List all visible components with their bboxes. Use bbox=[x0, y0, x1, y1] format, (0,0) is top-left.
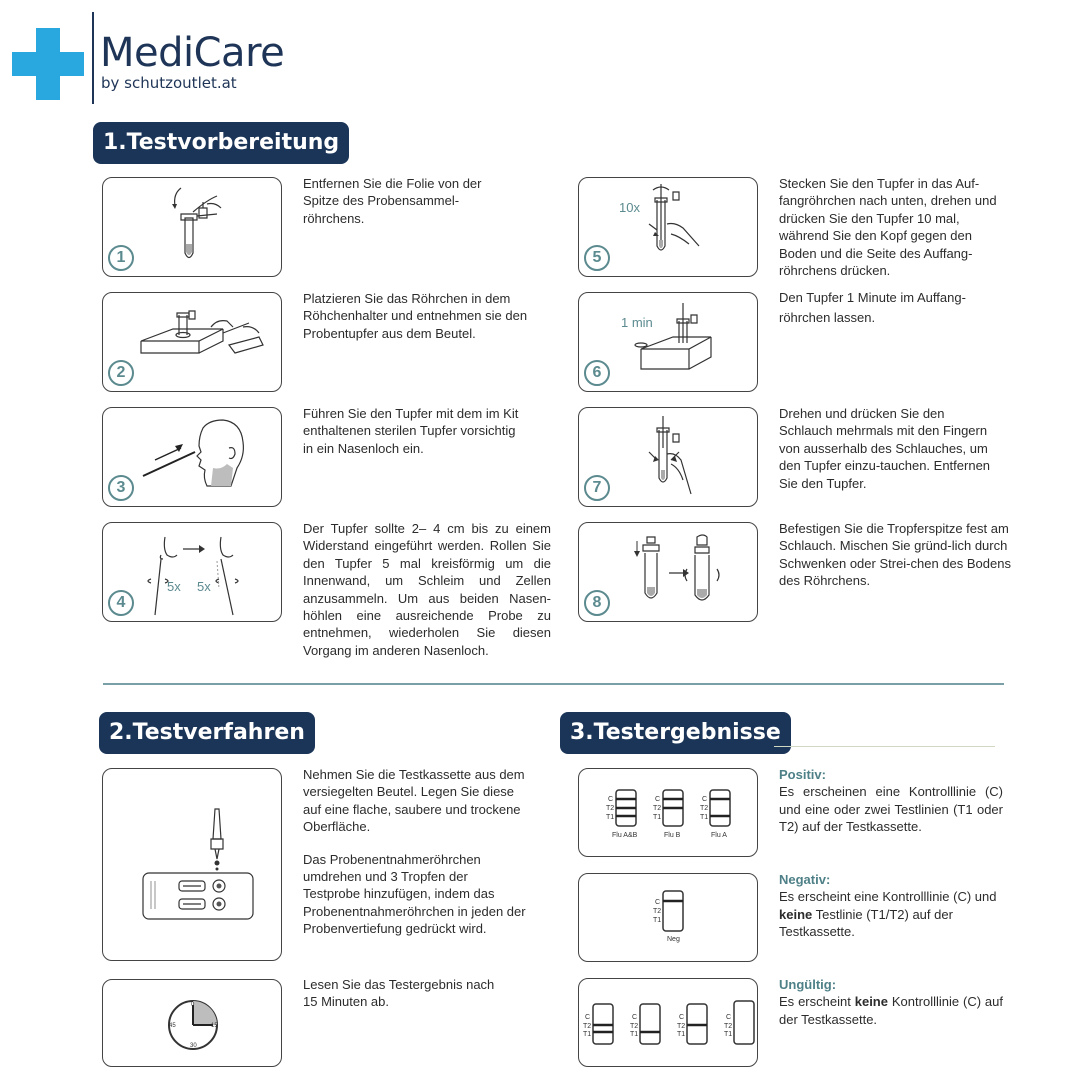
line-label-t2: T2 bbox=[700, 805, 709, 812]
step-number: 4 bbox=[108, 590, 134, 616]
line-label-c: C bbox=[655, 899, 661, 906]
logo-divider bbox=[92, 12, 94, 104]
rotation-count-right: 5x bbox=[197, 579, 211, 594]
title-underline bbox=[774, 746, 995, 747]
positive-label: Positiv: bbox=[779, 767, 826, 782]
invalid-result bbox=[779, 976, 1003, 1028]
section-title-results: 3.Testergebnisse bbox=[560, 712, 791, 754]
step-number: 8 bbox=[584, 590, 610, 616]
cassette-label-flu-b: Flu B bbox=[664, 832, 681, 839]
logo-subtitle: by schutzoutlet.at bbox=[101, 74, 237, 92]
step-1-illustration bbox=[102, 177, 282, 277]
wait-time-label: 1 min bbox=[621, 315, 653, 330]
step-number: 3 bbox=[108, 475, 134, 501]
line-label-t1: T1 bbox=[677, 1031, 686, 1038]
procedure-text-2: Das Probenentnahmeröhrchen umdrehen und 3 Tropfen der Testprobe hinzufügen, indem das Probenentnahmeröhrchen in jeden der Probenvertiefung gedrückt wird. bbox=[303, 851, 526, 937]
step-4-illustration bbox=[102, 522, 282, 622]
positive-cassettes-icon bbox=[579, 769, 757, 856]
section-title-preparation: 1.Testvorbereitung bbox=[93, 122, 349, 164]
line-label-t1: T1 bbox=[724, 1031, 733, 1038]
step-5-illustration bbox=[578, 177, 758, 277]
line-label-t2: T2 bbox=[630, 1023, 639, 1030]
invalid-text-bold: keine bbox=[854, 994, 888, 1010]
negative-label: Negativ: bbox=[779, 872, 831, 887]
step-8-text: Befestigen Sie die Tropferspitze fest am Schlauch. Mischen Sie gründ-lich durch Schwenken oder Strei-chen des Bodens des Röhrchens. bbox=[779, 521, 1011, 589]
step-4-text: Der Tupfer sollte 2– 4 cm bis zu einem Widerstand eingeführt werden. Rollen Sie den Tupfer 5 mal kreisförmig um die Innenwand, um Schleim und Zellen anzusammeln. Um aus beiden Nasen-höhlen eine ausreichende Probe zu entnehmen, wiederholen Sie diesen Vorgang im anderen Nasenloch. bbox=[303, 521, 551, 658]
timer-illustration bbox=[102, 979, 282, 1067]
step-6-illustration bbox=[578, 292, 758, 392]
section-divider bbox=[103, 683, 1004, 685]
logo-name: MediCare bbox=[100, 30, 285, 76]
line-label-c: C bbox=[726, 1014, 732, 1021]
read-result-text: Lesen Sie das Testergebnis nach 15 Minuten ab. bbox=[303, 977, 495, 1010]
invalid-cassettes-illustration bbox=[578, 978, 758, 1067]
invalid-label: Ungültig: bbox=[779, 977, 837, 992]
step-7-text: Drehen und drücken Sie den Schlauch mehrmals mit den Fingern von ausserhalb des Schlauches, um den Tupfer einzu-tauchen. Entfernen Sie den Tupfer. bbox=[779, 406, 991, 491]
stir-count-label: 10x bbox=[619, 200, 640, 215]
rotation-count-left: 5x bbox=[167, 579, 181, 594]
step-2-text: Platzieren Sie das Röhrchen in dem Röhchenhalter und entnehmen sie den Probentupfer aus dem Beutel. bbox=[303, 291, 528, 341]
step-5-text: Stecken Sie den Tupfer in das Auf-fangröhrchen nach unten, drehen und drücken Sie den Tupfer 10 mal, während Sie den Kopf gegen den Boden und die Seite des Auffang-röhrchens drücken. bbox=[779, 176, 997, 279]
step-6-text: Den Tupfer 1 Minute im Auffang-röhrchen lassen. bbox=[779, 290, 966, 325]
clock-label-0: 0 bbox=[191, 1002, 195, 1008]
step-number: 1 bbox=[108, 245, 134, 271]
line-label-t1: T1 bbox=[653, 917, 662, 924]
line-label-t2: T2 bbox=[724, 1023, 733, 1030]
step-number: 2 bbox=[108, 360, 134, 386]
step-number: 7 bbox=[584, 475, 610, 501]
positive-text: Es erscheinen eine Kontrolllinie (C) und eine oder zwei Testlinien (T1 oder T2) auf der Testkassette. bbox=[779, 784, 1003, 835]
line-label-t2: T2 bbox=[677, 1023, 686, 1030]
line-label-c: C bbox=[702, 796, 708, 803]
cassette-drop-illustration bbox=[102, 768, 282, 961]
cassette-label-flu-a-b: Flu A&B bbox=[612, 832, 638, 839]
section-title-procedure: 2.Testverfahren bbox=[99, 712, 315, 754]
line-label-t2: T2 bbox=[606, 805, 615, 812]
line-label-t2: T2 bbox=[653, 908, 662, 915]
line-label-t1: T1 bbox=[583, 1031, 592, 1038]
negative-text-b: Testlinie (T1/T2) auf der Testkassette. bbox=[779, 906, 953, 940]
step-8-illustration bbox=[578, 522, 758, 622]
line-label-t1: T1 bbox=[630, 1031, 639, 1038]
step-1-text: Entfernen Sie die Folie von der Spitze des Probensammel-röhrchens. bbox=[303, 176, 482, 226]
invalid-cassettes-icon bbox=[579, 979, 757, 1066]
step-number: 6 bbox=[584, 360, 610, 386]
line-label-t1: T1 bbox=[653, 814, 662, 821]
invalid-text-b: Kontrolllinie (C) auf der Testkassette. bbox=[779, 994, 1003, 1027]
step-number: 5 bbox=[584, 245, 610, 271]
line-label-c: C bbox=[608, 796, 614, 803]
line-label-c: C bbox=[655, 796, 661, 803]
line-label-t2: T2 bbox=[583, 1023, 592, 1030]
line-label-c: C bbox=[679, 1014, 685, 1021]
test-cassette-icon bbox=[103, 769, 281, 960]
clock-label-30: 30 bbox=[190, 1043, 197, 1049]
cassette-label-neg: Neg bbox=[667, 936, 680, 943]
negative-result bbox=[779, 871, 1003, 941]
line-label-t1: T1 bbox=[606, 814, 615, 821]
line-label-t1: T1 bbox=[700, 814, 709, 821]
clock-icon bbox=[103, 980, 281, 1066]
negative-text-a: Es erscheint eine Kontrolllinie (C) und bbox=[779, 889, 997, 905]
logo-cross-icon bbox=[12, 28, 84, 100]
cassette-label-flu-a: Flu A bbox=[711, 832, 727, 839]
step-2-illustration bbox=[102, 292, 282, 392]
negative-cassette-icon bbox=[579, 874, 757, 961]
positive-cassettes-illustration bbox=[578, 768, 758, 857]
clock-label-45: 45 bbox=[169, 1023, 176, 1029]
line-label-c: C bbox=[632, 1014, 638, 1021]
negative-cassette-illustration bbox=[578, 873, 758, 962]
positive-result bbox=[779, 766, 1003, 836]
invalid-text-a: Es erscheint bbox=[779, 994, 851, 1010]
step-3-illustration bbox=[102, 407, 282, 507]
negative-text-bold: keine bbox=[779, 906, 813, 922]
line-label-c: C bbox=[585, 1014, 591, 1021]
step-7-illustration bbox=[578, 407, 758, 507]
step-3-text: Führen Sie den Tupfer mit dem im Kit enthaltenen sterilen Tupfer vorsichtig in ein Nasenloch ein. bbox=[303, 406, 519, 456]
procedure-text bbox=[303, 766, 528, 938]
procedure-text-1: Nehmen Sie die Testkassette aus dem versiegelten Beutel. Legen Sie diese auf eine flache, saubere und trockene Oberfläche. bbox=[303, 767, 525, 835]
clock-label-15: 15 bbox=[211, 1023, 218, 1029]
line-label-t2: T2 bbox=[653, 805, 662, 812]
